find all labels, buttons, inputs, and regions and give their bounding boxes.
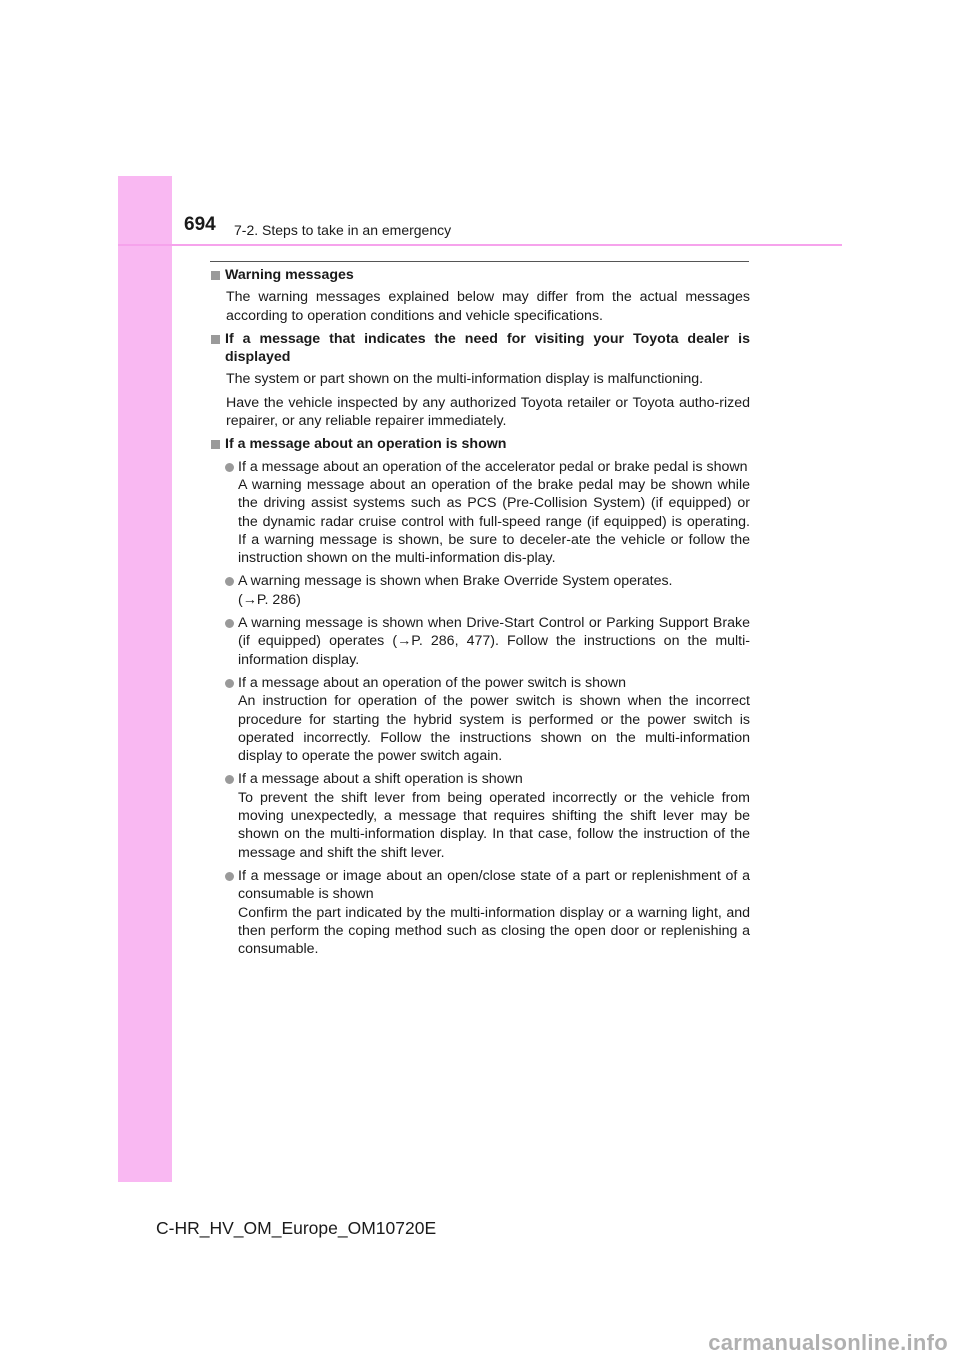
list-item-title: If a message about an operation of the accelerator pedal or brake pedal is shown — [238, 458, 748, 475]
list-item — [225, 614, 750, 669]
square-bullet-icon — [211, 271, 220, 280]
document-id: C-HR_HV_OM_Europe_OM10720E — [156, 1218, 437, 1238]
heading-text: If a message that indicates the need for visiting your Toyota dealer is displayed — [225, 330, 750, 366]
list-item — [225, 458, 750, 568]
page-content — [210, 266, 750, 963]
list-item-title: If a message about a shift operation is shown — [238, 771, 523, 788]
list-item-title: If a message or image about an open/close state of a part or replenishment of a consumable is shown — [238, 867, 750, 903]
circle-bullet-icon — [225, 872, 234, 881]
circle-bullet-icon — [225, 463, 234, 472]
heading-warning-messages — [210, 266, 750, 284]
section-title: 7-2. Steps to take in an emergency — [234, 222, 452, 238]
list-item-text: Confirm the part indicated by the multi-information display or a warning light, and then perform the coping method such as closing the open door or replenishing a consumable. — [238, 904, 750, 958]
square-bullet-icon — [211, 335, 220, 344]
circle-bullet-icon — [225, 577, 234, 586]
content-rule — [210, 261, 749, 262]
circle-bullet-icon — [225, 679, 234, 688]
list-item — [225, 867, 750, 958]
circle-bullet-icon — [225, 619, 234, 628]
list-item-text: To prevent the shift lever from being operated incorrectly or the vehicle from moving unexpectedly, a message that requires shifting the shift lever may be shown on the multi-information display. In that case, follow the instruction of the message and shift the shift lever. — [238, 789, 750, 861]
square-bullet-icon — [211, 440, 220, 449]
chapter-side-bar — [118, 176, 172, 1182]
paragraph: Have the vehicle inspected by any authorized Toyota retailer or Toyota autho-rized repairer, or any reliable repairer immediately. — [226, 394, 750, 430]
watermark: carmanualsonline.info — [708, 1330, 948, 1355]
list-item-title: If a message about an operation of the power switch is shown — [238, 674, 627, 691]
page-number: 694 — [184, 214, 216, 235]
list-item — [225, 674, 750, 765]
heading-text: If a message about an operation is shown — [225, 436, 507, 453]
list-item — [225, 770, 750, 861]
paragraph: The system or part shown on the multi-information display is malfunctioning. — [226, 371, 704, 388]
list-item-text: An instruction for operation of the power switch is shown when the incorrect procedure for starting the hybrid system is performed or the power switch is operated incorrectly. Follow the instructions shown on the multi-information display to operate the power switch again. — [238, 693, 750, 765]
list-item-text: A warning message about an operation of the brake pedal may be shown while the driving assist systems such as PCS (Pre-Collision System) (if equipped) or the dynamic radar cruise control with full-speed range (if equipped) is operating. If a warning message is shown, be sure to deceler-ate the vehicle or follow the instruction shown on the multi-information dis-play. — [238, 476, 750, 567]
paragraph: The warning messages explained below may differ from the actual messages according to operation conditions and vehicle specifications. — [226, 289, 750, 324]
circle-bullet-icon — [225, 775, 234, 784]
list-item — [225, 572, 750, 609]
heading-text: Warning messages — [225, 267, 354, 283]
list-item-text: A warning message is shown when Brake Override System operates. — [238, 573, 673, 590]
page-reference: (→P. 286) — [238, 591, 301, 608]
heading-operation-message — [210, 435, 750, 453]
heading-visit-dealer — [210, 330, 750, 367]
list-item-text: A warning message is shown when Drive-Start Control or Parking Support Brake (if equipped) operates (→P. 286, 477). Follow the instructions on the multi-information display. — [238, 615, 750, 668]
header-rule — [118, 244, 842, 246]
